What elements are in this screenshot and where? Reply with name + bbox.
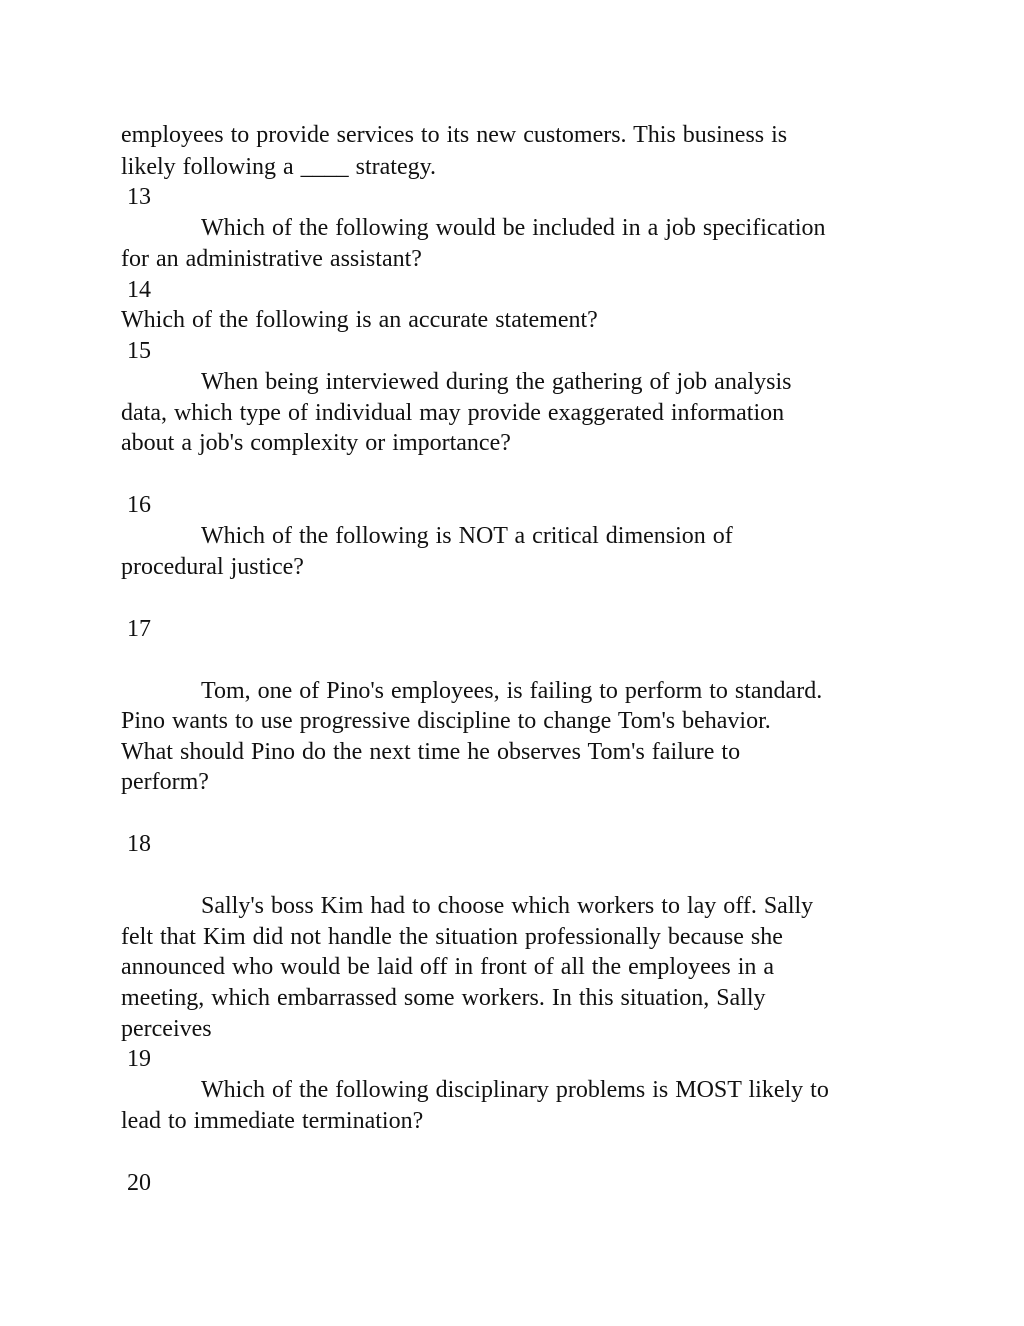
question-13-number: 13 [127,184,151,210]
question-19-number: 19 [127,1046,151,1072]
question-17-text-line-3: What should Pino do the next time he observes Tom's failure to [121,739,741,765]
question-19-text-line-1: Which of the following disciplinary problems is MOST likely to [201,1077,829,1103]
question-17-number: 17 [127,616,151,642]
question-18-text-line-1: Sally's boss Kim had to choose which workers to lay off. Sally [201,893,814,919]
question-18-text-line-5: perceives [121,1016,212,1042]
question-17-text-line-4: perform? [121,769,209,795]
question-13-text-line-2: for an administrative assistant? [121,246,422,272]
question-18-text-line-2: felt that Kim did not handle the situation professionally because she [121,924,783,950]
question-15-text-line-1: When being interviewed during the gathering of job analysis [201,369,792,395]
question-13-text-line-1: Which of the following would be included in a job specification [201,215,826,241]
question-14-text-line-1: Which of the following is an accurate statement? [121,307,598,333]
question-12-text-line-2: likely following a ____ strategy. [121,154,437,180]
question-17-text-line-1: Tom, one of Pino's employees, is failing to perform to standard. [201,678,823,704]
question-17-text-line-2: Pino wants to use progressive discipline to change Tom's behavior. [121,708,771,734]
question-18-number: 18 [127,831,151,857]
question-16-number: 16 [127,492,151,518]
question-15-text-line-3: about a job's complexity or importance? [121,430,511,456]
question-16-text-line-2: procedural justice? [121,554,304,580]
question-18-text-line-3: announced who would be laid off in front of all the employees in a [121,954,775,980]
question-14-number: 14 [127,277,151,303]
question-12-text-line-1: employees to provide services to its new customers. This business is [121,122,788,148]
question-18-text-line-4: meeting, which embarrassed some workers. In this situation, Sally [121,985,766,1011]
question-19-text-line-2: lead to immediate termination? [121,1108,424,1134]
question-16-text-line-1: Which of the following is NOT a critical dimension of [201,523,733,549]
question-15-number: 15 [127,338,151,364]
question-20-number: 20 [127,1170,151,1196]
question-15-text-line-2: data, which type of individual may provide exaggerated information [121,400,785,426]
